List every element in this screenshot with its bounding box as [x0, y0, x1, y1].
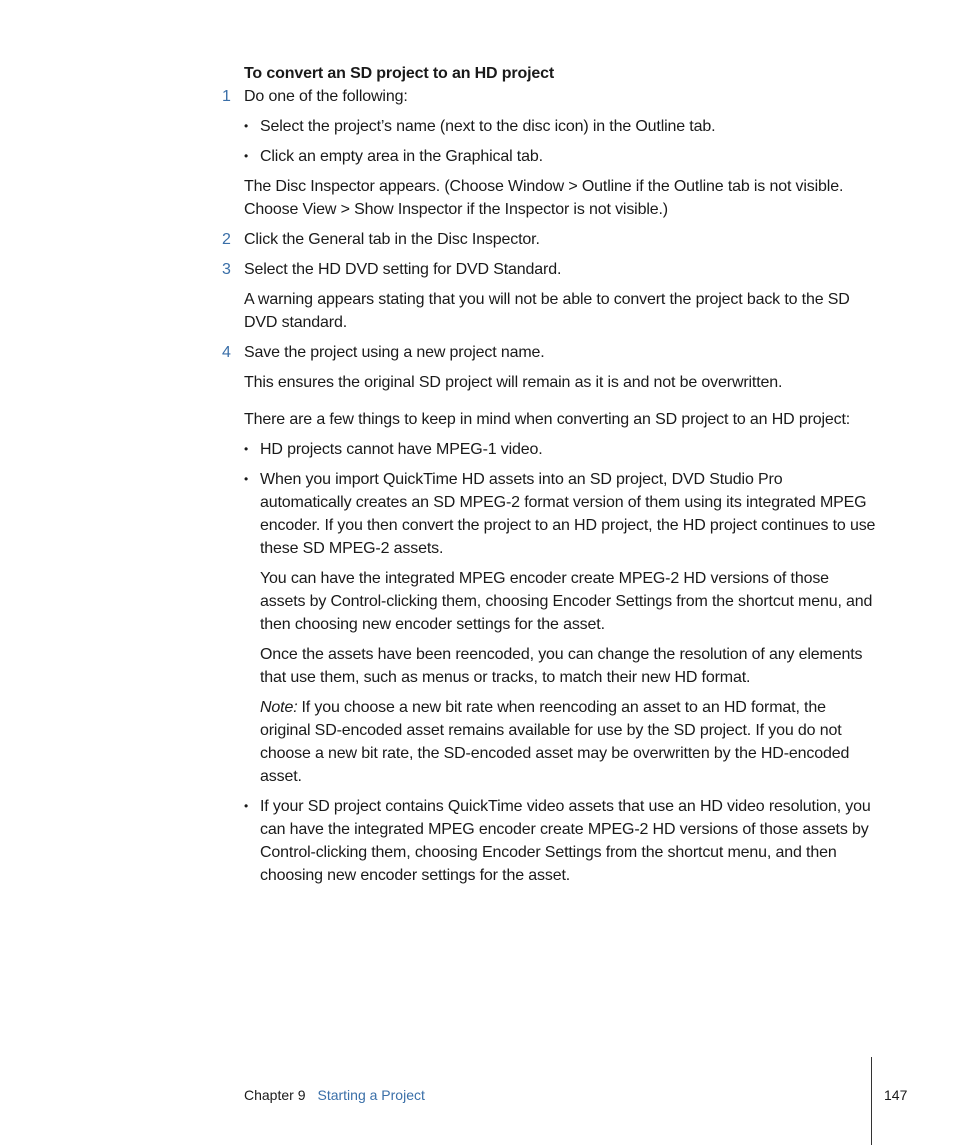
step-2 — [222, 228, 876, 251]
chapter-title-link[interactable]: Starting a Project — [317, 1087, 425, 1103]
step-text: Save the project using a new project name. — [244, 344, 545, 361]
step-4-result: This ensures the original SD project will remain as it is and not be overwritten. — [244, 374, 783, 391]
list-item: • HD projects cannot have MPEG-1 video. — [244, 438, 876, 461]
chapter-label: Chapter 9 — [244, 1087, 306, 1103]
step-1-result: The Disc Inspector appears. (Choose Window > Outline if the Outline tab is not visible. Choose View > Show Inspector if the Inspector is not visible.) — [244, 178, 844, 218]
step-number: 3 — [222, 261, 231, 278]
indented-paragraph: You can have the integrated MPEG encoder create MPEG-2 HD versions of those assets by Control-clicking them, choosing Encoder Settings from the shortcut menu, and then choosing new encoder settings for the asset. — [260, 570, 873, 633]
step-text: Click the General tab in the Disc Inspector. — [244, 231, 540, 248]
list-item: • Click an empty area in the Graphical tab. — [244, 145, 876, 168]
step-1-options — [244, 115, 876, 168]
considerations-list-continued — [244, 795, 876, 887]
step-text: Do one of the following: — [244, 88, 408, 105]
list-item: • If your SD project contains QuickTime video assets that use an HD video resolution, you can have the integrated MPEG encoder create MPEG-2 HD versions of those assets by Control-clicking them, choosing Encoder Settings from the shortcut menu, and then choosing new encoder settings for the asset. — [244, 795, 876, 887]
list-item: • Select the project’s name (next to the disc icon) in the Outline tab. — [244, 115, 876, 138]
list-item: • When you import QuickTime HD assets into an SD project, DVD Studio Pro automatically creates an SD MPEG-2 format version of them using its integrated MPEG encoder. If you then convert the project to an HD project, the HD project continues to use these SD MPEG-2 assets. — [244, 468, 876, 560]
indented-paragraph: Once the assets have been reencoded, you can change the resolution of any elements that use them, such as menus or tracks, to match their new HD format. — [260, 646, 863, 686]
step-text: Select the HD DVD setting for DVD Standard. — [244, 261, 562, 278]
footer-divider — [871, 1057, 872, 1145]
step-1 — [222, 85, 876, 108]
page-content — [222, 63, 876, 887]
considerations-list — [244, 438, 876, 560]
step-3-result: A warning appears stating that you will not be able to convert the project back to the SD DVD standard. — [244, 291, 850, 331]
page-number: 147 — [884, 1087, 908, 1103]
step-number: 1 — [222, 88, 231, 105]
step-number: 2 — [222, 231, 231, 248]
step-4 — [222, 341, 876, 364]
note-text: If you choose a new bit rate when reencoding an asset to an HD format, the original SD-encoded asset remains available for use by the SD project. If you do not choose a new bit rate, the SD-encoded asset may be overwritten by the HD-encoded asset. — [260, 699, 850, 785]
intro-paragraph: There are a few things to keep in mind when converting an SD project to an HD project: — [244, 411, 851, 428]
step-number: 4 — [222, 344, 231, 361]
note-paragraph — [244, 696, 876, 788]
procedure-heading: To convert an SD project to an HD project — [244, 65, 555, 82]
page-footer — [244, 1086, 425, 1104]
note-label: Note: — [260, 699, 298, 716]
step-3 — [222, 258, 876, 281]
